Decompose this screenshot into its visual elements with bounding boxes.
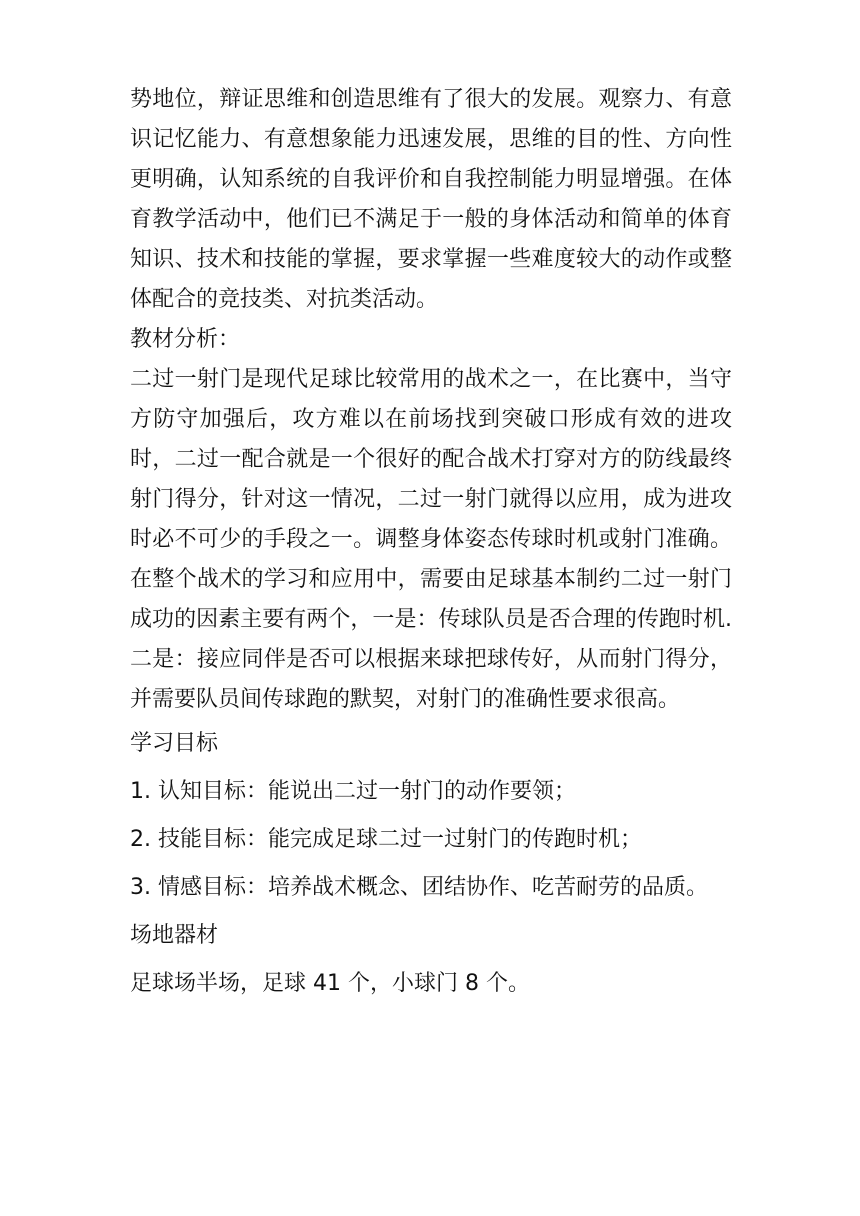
equipment-heading: 场地器材	[130, 923, 219, 948]
document-page	[130, 80, 732, 1008]
goal-item-emotional: 3. 情感目标：培养战术概念、团结协作、吃苦耐劳的品质。	[130, 875, 708, 900]
goal-item-skill: 2. 技能目标：能完成足球二过一过射门的传跑时机；	[130, 827, 642, 852]
material-analysis-paragraph: 二过一射门是现代足球比较常用的战术之一，在比赛中，当守方防守加强后，攻方难以在前场找到突破口形成有效的进攻时，二过一配合就是一个很好的配合战术打穿对方的防线最终射门得分，针对这一情况，二过一射门就得以应用，成为进攻时必不可少的手段之一。调整身体姿态传球时机或射门准确。在整个战术的学习和应用中，需要由足球基本制约二过一射门成功的因素主要有两个，一是：传球队员是否合理的传跑时机.二是：接应同伴是否可以根据来球把球传好，从而射门得分，并需要队员间传球跑的默契，对射门的准确性要求很高。	[130, 367, 732, 712]
learning-goals-heading: 学习目标	[130, 731, 219, 756]
intro-paragraph: 势地位，辩证思维和创造思维有了很大的发展。观察力、有意识记忆能力、有意想象能力迅速发展，思维的目的性、方向性更明确，认知系统的自我评价和自我控制能力明显增强。在体育教学活动中，他们已不满足于一般的身体活动和简单的体育知识、技术和技能的掌握，要求掌握一些难度较大的动作或整体配合的竞技类、对抗类活动。	[130, 87, 732, 312]
material-analysis-heading: 教材分析：	[130, 327, 241, 352]
equipment-text: 足球场半场，足球 41 个，小球门 8 个。	[130, 971, 530, 996]
goal-item-cognitive: 1. 认知目标：能说出二过一射门的动作要领；	[130, 779, 576, 804]
